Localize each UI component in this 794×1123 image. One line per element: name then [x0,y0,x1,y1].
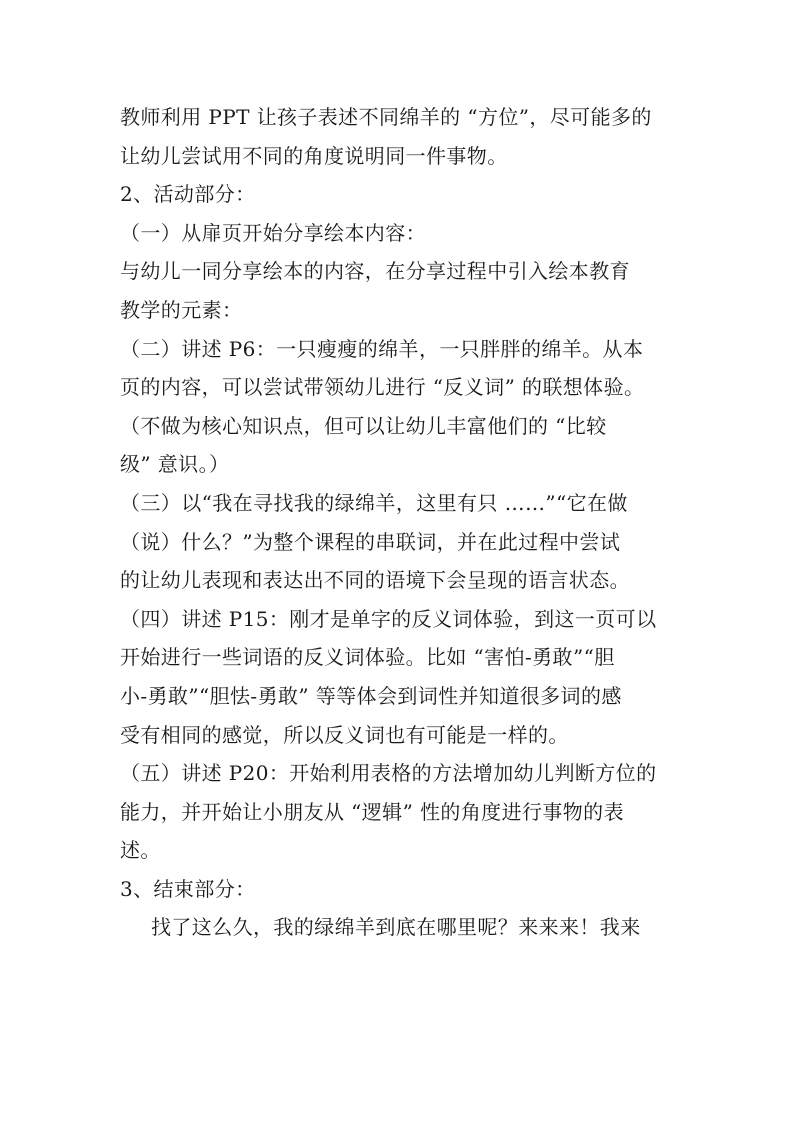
subsection-heading-4: （四）讲述 P15：刚才是单字的反义词体验，到这一页可以 [120,606,657,631]
text-line-sub2-2: （不做为核心知识点，但可以让幼儿丰富他们的 “比较 [120,413,607,438]
subsection-heading-2: （二）讲述 P6：一只瘦瘦的绵羊，一只胖胖的绵羊。从本 [120,336,644,361]
text-line-sub1-1: 与幼儿一同分享绘本的内容，在分享过程中引入绘本教育 [120,259,630,284]
text-line-sub3-1: （说）什么？”为整个课程的串联词，并在此过程中尝试 [120,529,621,554]
section-heading-ending: 3、结束部分： [120,876,256,901]
text-line-sub4-3: 受有相同的感觉，所以反义词也有可能是一样的。 [120,722,569,747]
text-line-sub1-2: 教学的元素： [120,297,243,322]
text-line-sub5-2: 述。 [120,838,161,863]
subsection-heading-5: （五）讲述 P20：开始利用表格的方法增加幼儿判断方位的 [120,761,657,786]
document-body [120,98,680,947]
text-line-sub2-1: 页的内容，可以尝试带领幼儿进行 “反义词” 的联想体验。 [120,375,645,400]
subsection-heading-3: （三）以“我在寻找我的绿绵羊，这里有只 ……”“它在做 [120,490,628,515]
text-line-sub4-1: 开始进行一些词语的反义词体验。比如 “害怕-勇敢”“胆 [120,645,615,670]
section-heading-activity: 2、活动部分： [120,182,256,207]
text-line-sub4-2: 小-勇敢”“胆怯-勇敢” 等等体会到词性并知道很多词的感 [120,683,622,708]
text-line-sub3-2: 的让幼儿表现和表达出不同的语境下会呈现的语言状态。 [120,568,630,593]
subsection-heading-1: （一）从扉页开始分享绘本内容： [120,220,426,245]
text-line-sub5-1: 能力，并开始让小朋友从 “逻辑” 性的角度进行事物的表 [120,799,624,824]
text-line-intro-2: 让幼儿尝试用不同的角度说明同一件事物。 [120,143,508,168]
text-line-sub2-3: 级” 意识。） [120,452,230,477]
text-line-intro-1: 教师利用 PPT 让孩子表述不同绵羊的 “方位”，尽可能多的 [120,105,652,129]
text-line-ending-1: 找了这么久，我的绿绵羊到底在哪里呢？来来来！我来 [151,915,641,940]
